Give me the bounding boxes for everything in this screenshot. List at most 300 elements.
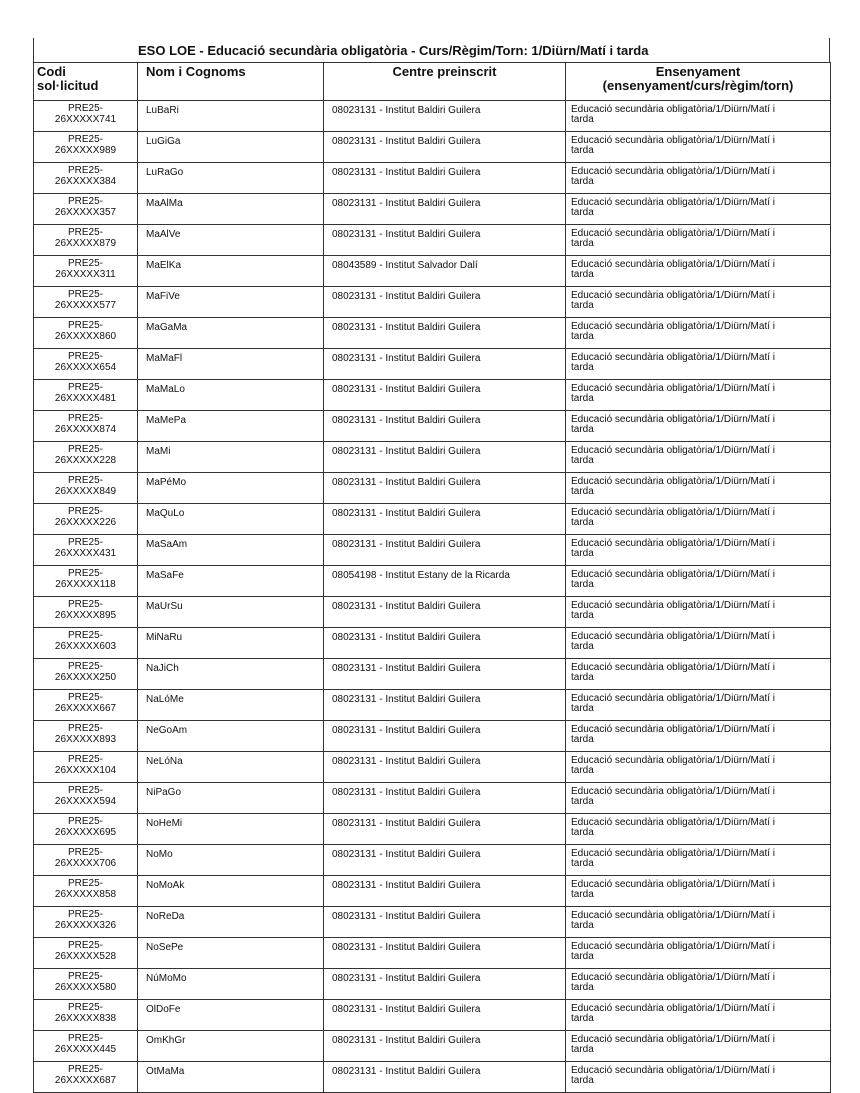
cell-code xyxy=(34,938,138,969)
table-row xyxy=(34,504,831,535)
code-prefix: PRE25- xyxy=(67,165,103,176)
code-prefix: PRE25- xyxy=(67,320,103,331)
cell-code xyxy=(34,101,138,132)
code-prefix: PRE25- xyxy=(67,134,103,145)
teaching-line1: Educació secundària obligatòria/1/Diürn/Matí i xyxy=(571,693,775,704)
teaching-line2: tarda xyxy=(571,238,594,249)
teaching-line1: Educació secundària obligatòria/1/Diürn/Matí i xyxy=(571,631,775,642)
teaching-line2: tarda xyxy=(571,827,594,838)
cell-code xyxy=(34,411,138,442)
header-name: Nom i Cognoms xyxy=(138,63,324,101)
teaching-line2: tarda xyxy=(571,982,594,993)
code-number: 26XXXXX879 xyxy=(54,238,117,249)
cell-center: 08023131 - Institut Baldiri Guilera xyxy=(324,659,566,690)
teaching-line2: tarda xyxy=(571,703,594,714)
cell-teaching xyxy=(566,876,831,907)
code-prefix: PRE25- xyxy=(67,940,103,951)
teaching-line1: Educació secundària obligatòria/1/Diürn/Matí i xyxy=(571,135,775,146)
code-prefix: PRE25- xyxy=(67,227,103,238)
teaching-line2: tarda xyxy=(571,1044,594,1055)
teaching-line1: Educació secundària obligatòria/1/Diürn/Matí i xyxy=(571,414,775,425)
cell-center: 08023131 - Institut Baldiri Guilera xyxy=(324,783,566,814)
code-prefix: PRE25- xyxy=(67,103,103,114)
code-prefix: PRE25- xyxy=(67,847,103,858)
table-row xyxy=(34,163,831,194)
code-number: 26XXXXX860 xyxy=(54,331,117,342)
cell-name: OlDoFe xyxy=(138,1000,324,1031)
teaching-line2: tarda xyxy=(571,579,594,590)
cell-center: 08023131 - Institut Baldiri Guilera xyxy=(324,225,566,256)
teaching-line1: Educació secundària obligatòria/1/Diürn/Matí i xyxy=(571,879,775,890)
code-prefix: PRE25- xyxy=(67,258,103,269)
code-number: 26XXXXX226 xyxy=(54,517,117,528)
table-row xyxy=(34,597,831,628)
code-prefix: PRE25- xyxy=(67,723,103,734)
table-row xyxy=(34,969,831,1000)
cell-name: MaUrSu xyxy=(138,597,324,628)
cell-teaching xyxy=(566,194,831,225)
cell-center: 08023131 - Institut Baldiri Guilera xyxy=(324,845,566,876)
teaching-line1: Educació secundària obligatòria/1/Diürn/Matí i xyxy=(571,1065,775,1076)
cell-center: 08023131 - Institut Baldiri Guilera xyxy=(324,442,566,473)
cell-teaching xyxy=(566,1062,831,1093)
page-title: ESO LOE - Educació secundària obligatòria - Curs/Règim/Torn: 1/Diürn/Matí i tarda xyxy=(138,43,649,58)
table-row xyxy=(34,845,831,876)
cell-name: LuBaRi xyxy=(138,101,324,132)
cell-teaching xyxy=(566,473,831,504)
teaching-line1: Educació secundària obligatòria/1/Diürn/Matí i xyxy=(571,166,775,177)
cell-teaching xyxy=(566,225,831,256)
cell-name: MiNaRu xyxy=(138,628,324,659)
cell-center: 08023131 - Institut Baldiri Guilera xyxy=(324,876,566,907)
teaching-line2: tarda xyxy=(571,176,594,187)
applications-table xyxy=(33,62,831,1093)
header-teaching-line1: Ensenyament xyxy=(655,64,741,79)
cell-name: MaMi xyxy=(138,442,324,473)
teaching-line2: tarda xyxy=(571,734,594,745)
cell-center: 08023131 - Institut Baldiri Guilera xyxy=(324,597,566,628)
teaching-line1: Educació secundària obligatòria/1/Diürn/Matí i xyxy=(571,321,775,332)
cell-teaching xyxy=(566,535,831,566)
cell-teaching xyxy=(566,597,831,628)
code-prefix: PRE25- xyxy=(67,878,103,889)
table-row xyxy=(34,349,831,380)
cell-code xyxy=(34,163,138,194)
cell-center: 08023131 - Institut Baldiri Guilera xyxy=(324,907,566,938)
teaching-line1: Educació secundària obligatòria/1/Diürn/Matí i xyxy=(571,104,775,115)
cell-name: NiPaGo xyxy=(138,783,324,814)
header-teaching-line2: (ensenyament/curs/règim/torn) xyxy=(602,78,794,93)
table-row xyxy=(34,721,831,752)
cell-name: MaAlVe xyxy=(138,225,324,256)
teaching-line2: tarda xyxy=(571,424,594,435)
cell-teaching xyxy=(566,845,831,876)
teaching-line2: tarda xyxy=(571,145,594,156)
teaching-line1: Educació secundària obligatòria/1/Diürn/Matí i xyxy=(571,569,775,580)
teaching-line2: tarda xyxy=(571,889,594,900)
cell-code xyxy=(34,318,138,349)
cell-teaching xyxy=(566,411,831,442)
code-number: 26XXXXX104 xyxy=(54,765,117,776)
cell-code xyxy=(34,814,138,845)
cell-center: 08023131 - Institut Baldiri Guilera xyxy=(324,504,566,535)
teaching-line1: Educació secundària obligatòria/1/Diürn/Matí i xyxy=(571,972,775,983)
table-row xyxy=(34,1000,831,1031)
cell-teaching xyxy=(566,287,831,318)
teaching-line1: Educació secundària obligatòria/1/Diürn/Matí i xyxy=(571,662,775,673)
teaching-line2: tarda xyxy=(571,486,594,497)
code-prefix: PRE25- xyxy=(67,1064,103,1075)
cell-teaching xyxy=(566,256,831,287)
teaching-line2: tarda xyxy=(571,269,594,280)
teaching-line2: tarda xyxy=(571,672,594,683)
cell-center: 08043589 - Institut Salvador Dalí xyxy=(324,256,566,287)
title-bar xyxy=(33,38,830,62)
teaching-line2: tarda xyxy=(571,207,594,218)
code-number: 26XXXXX695 xyxy=(54,827,117,838)
cell-teaching xyxy=(566,349,831,380)
code-number: 26XXXXX431 xyxy=(54,548,117,559)
code-prefix: PRE25- xyxy=(67,816,103,827)
code-prefix: PRE25- xyxy=(67,599,103,610)
code-number: 26XXXXX445 xyxy=(54,1044,117,1055)
cell-teaching xyxy=(566,969,831,1000)
cell-code xyxy=(34,132,138,163)
cell-teaching xyxy=(566,504,831,535)
cell-center: 08023131 - Institut Baldiri Guilera xyxy=(324,163,566,194)
cell-code xyxy=(34,1062,138,1093)
cell-center: 08023131 - Institut Baldiri Guilera xyxy=(324,349,566,380)
code-prefix: PRE25- xyxy=(67,568,103,579)
cell-code xyxy=(34,597,138,628)
teaching-line1: Educació secundària obligatòria/1/Diürn/Matí i xyxy=(571,817,775,828)
cell-name: MaFiVe xyxy=(138,287,324,318)
table-row xyxy=(34,318,831,349)
cell-code xyxy=(34,287,138,318)
table-row xyxy=(34,814,831,845)
teaching-line2: tarda xyxy=(571,796,594,807)
teaching-line1: Educació secundària obligatòria/1/Diürn/Matí i xyxy=(571,507,775,518)
cell-center: 08023131 - Institut Baldiri Guilera xyxy=(324,814,566,845)
header-teaching xyxy=(566,63,831,101)
cell-teaching xyxy=(566,101,831,132)
cell-teaching xyxy=(566,628,831,659)
cell-name: NoHeMi xyxy=(138,814,324,845)
teaching-line2: tarda xyxy=(571,114,594,125)
code-number: 26XXXXX989 xyxy=(54,145,117,156)
cell-name: OmKhGr xyxy=(138,1031,324,1062)
cell-center: 08023131 - Institut Baldiri Guilera xyxy=(324,628,566,659)
cell-name: MaMaLo xyxy=(138,380,324,411)
cell-name: NaJiCh xyxy=(138,659,324,690)
cell-teaching xyxy=(566,783,831,814)
code-number: 26XXXXX741 xyxy=(54,114,117,125)
table-row xyxy=(34,783,831,814)
code-number: 26XXXXX849 xyxy=(54,486,117,497)
code-number: 26XXXXX687 xyxy=(54,1075,117,1086)
cell-code xyxy=(34,349,138,380)
cell-code xyxy=(34,690,138,721)
cell-center: 08023131 - Institut Baldiri Guilera xyxy=(324,318,566,349)
header-code-line1: Codi xyxy=(37,64,66,79)
teaching-line1: Educació secundària obligatòria/1/Diürn/Matí i xyxy=(571,290,775,301)
cell-code xyxy=(34,194,138,225)
cell-center: 08023131 - Institut Baldiri Guilera xyxy=(324,132,566,163)
header-center: Centre preinscrit xyxy=(324,63,566,101)
code-prefix: PRE25- xyxy=(67,444,103,455)
cell-center: 08023131 - Institut Baldiri Guilera xyxy=(324,1062,566,1093)
cell-center: 08023131 - Institut Baldiri Guilera xyxy=(324,411,566,442)
code-prefix: PRE25- xyxy=(67,537,103,548)
cell-name: NaLóMe xyxy=(138,690,324,721)
cell-center: 08023131 - Institut Baldiri Guilera xyxy=(324,721,566,752)
cell-code xyxy=(34,225,138,256)
cell-center: 08023131 - Institut Baldiri Guilera xyxy=(324,380,566,411)
cell-name: MaPéMo xyxy=(138,473,324,504)
code-number: 26XXXXX311 xyxy=(55,269,116,280)
cell-teaching xyxy=(566,721,831,752)
cell-code xyxy=(34,907,138,938)
cell-center: 08054198 - Institut Estany de la Ricarda xyxy=(324,566,566,597)
cell-name: MaGaMa xyxy=(138,318,324,349)
cell-code xyxy=(34,504,138,535)
cell-teaching xyxy=(566,752,831,783)
teaching-line1: Educació secundària obligatòria/1/Diürn/Matí i xyxy=(571,755,775,766)
table-row xyxy=(34,659,831,690)
teaching-line2: tarda xyxy=(571,393,594,404)
cell-name: NúMoMo xyxy=(138,969,324,1000)
cell-center: 08023131 - Institut Baldiri Guilera xyxy=(324,1000,566,1031)
cell-name: NoReDa xyxy=(138,907,324,938)
cell-name: MaSaAm xyxy=(138,535,324,566)
cell-teaching xyxy=(566,907,831,938)
teaching-line2: tarda xyxy=(571,610,594,621)
teaching-line2: tarda xyxy=(571,455,594,466)
code-number: 26XXXXX893 xyxy=(54,734,117,745)
cell-code xyxy=(34,752,138,783)
teaching-line1: Educació secundària obligatòria/1/Diürn/Matí i xyxy=(571,848,775,859)
cell-teaching xyxy=(566,1031,831,1062)
teaching-line2: tarda xyxy=(571,951,594,962)
header-code-line2: sol·licitud xyxy=(37,78,99,93)
table-row xyxy=(34,132,831,163)
teaching-line1: Educació secundària obligatòria/1/Diürn/Matí i xyxy=(571,724,775,735)
teaching-line1: Educació secundària obligatòria/1/Diürn/Matí i xyxy=(571,383,775,394)
teaching-line1: Educació secundària obligatòria/1/Diürn/Matí i xyxy=(571,600,775,611)
table-row xyxy=(34,566,831,597)
code-prefix: PRE25- xyxy=(67,289,103,300)
cell-center: 08023131 - Institut Baldiri Guilera xyxy=(324,938,566,969)
cell-name: LuGiGa xyxy=(138,132,324,163)
cell-teaching xyxy=(566,814,831,845)
table-row xyxy=(34,907,831,938)
cell-name: NoMoAk xyxy=(138,876,324,907)
table-row xyxy=(34,1062,831,1093)
cell-code xyxy=(34,969,138,1000)
table-row xyxy=(34,690,831,721)
code-number: 26XXXXX357 xyxy=(54,207,117,218)
table-row xyxy=(34,411,831,442)
table-row xyxy=(34,442,831,473)
teaching-line2: tarda xyxy=(571,548,594,559)
cell-teaching xyxy=(566,132,831,163)
code-number: 26XXXXX528 xyxy=(54,951,117,962)
cell-name: MaSaFe xyxy=(138,566,324,597)
code-prefix: PRE25- xyxy=(67,971,103,982)
cell-code xyxy=(34,566,138,597)
cell-code xyxy=(34,442,138,473)
table-row xyxy=(34,256,831,287)
code-prefix: PRE25- xyxy=(67,692,103,703)
cell-center: 08023131 - Institut Baldiri Guilera xyxy=(324,752,566,783)
cell-code xyxy=(34,535,138,566)
code-prefix: PRE25- xyxy=(67,661,103,672)
code-number: 26XXXXX594 xyxy=(54,796,117,807)
cell-center: 08023131 - Institut Baldiri Guilera xyxy=(324,535,566,566)
code-number: 26XXXXX580 xyxy=(54,982,117,993)
cell-center: 08023131 - Institut Baldiri Guilera xyxy=(324,690,566,721)
cell-code xyxy=(34,1031,138,1062)
table-row xyxy=(34,225,831,256)
code-number: 26XXXXX481 xyxy=(54,393,117,404)
cell-name: OtMaMa xyxy=(138,1062,324,1093)
table-row xyxy=(34,473,831,504)
teaching-line2: tarda xyxy=(571,1075,594,1086)
table-row xyxy=(34,380,831,411)
cell-teaching xyxy=(566,163,831,194)
code-number: 26XXXXX706 xyxy=(54,858,117,869)
document-page xyxy=(33,38,830,1093)
cell-teaching xyxy=(566,380,831,411)
teaching-line2: tarda xyxy=(571,331,594,342)
code-prefix: PRE25- xyxy=(67,506,103,517)
table-row xyxy=(34,752,831,783)
table-row xyxy=(34,1031,831,1062)
code-number: 26XXXXX384 xyxy=(54,176,117,187)
code-prefix: PRE25- xyxy=(67,351,103,362)
teaching-line2: tarda xyxy=(571,362,594,373)
teaching-line1: Educació secundària obligatòria/1/Diürn/Matí i xyxy=(571,228,775,239)
code-number: 26XXXXX858 xyxy=(54,889,117,900)
teaching-line1: Educació secundària obligatòria/1/Diürn/Matí i xyxy=(571,197,775,208)
header-code xyxy=(34,63,138,101)
code-prefix: PRE25- xyxy=(67,1033,103,1044)
cell-code xyxy=(34,783,138,814)
teaching-line1: Educació secundària obligatòria/1/Diürn/Matí i xyxy=(571,786,775,797)
cell-code xyxy=(34,721,138,752)
cell-center: 08023131 - Institut Baldiri Guilera xyxy=(324,287,566,318)
teaching-line1: Educació secundària obligatòria/1/Diürn/Matí i xyxy=(571,910,775,921)
cell-name: MaQuLo xyxy=(138,504,324,535)
cell-center: 08023131 - Institut Baldiri Guilera xyxy=(324,1031,566,1062)
cell-teaching xyxy=(566,566,831,597)
cell-code xyxy=(34,876,138,907)
table-header-row xyxy=(34,63,831,101)
cell-center: 08023131 - Institut Baldiri Guilera xyxy=(324,473,566,504)
code-number: 26XXXXX667 xyxy=(54,703,117,714)
table-row xyxy=(34,876,831,907)
table-row xyxy=(34,938,831,969)
cell-code xyxy=(34,659,138,690)
code-prefix: PRE25- xyxy=(67,1002,103,1013)
teaching-line1: Educació secundària obligatòria/1/Diürn/Matí i xyxy=(571,445,775,456)
table-row xyxy=(34,535,831,566)
code-number: 26XXXXX577 xyxy=(54,300,117,311)
code-number: 26XXXXX895 xyxy=(54,610,117,621)
teaching-line1: Educació secundària obligatòria/1/Diürn/Matí i xyxy=(571,941,775,952)
cell-code xyxy=(34,845,138,876)
cell-teaching xyxy=(566,659,831,690)
table-row xyxy=(34,101,831,132)
code-number: 26XXXXX654 xyxy=(54,362,117,373)
cell-teaching xyxy=(566,938,831,969)
cell-name: MaAlMa xyxy=(138,194,324,225)
teaching-line2: tarda xyxy=(571,765,594,776)
teaching-line2: tarda xyxy=(571,858,594,869)
table-row xyxy=(34,628,831,659)
teaching-line1: Educació secundària obligatòria/1/Diürn/Matí i xyxy=(571,538,775,549)
cell-code xyxy=(34,628,138,659)
code-number: 26XXXXX118 xyxy=(55,579,116,590)
cell-name: NeLóNa xyxy=(138,752,324,783)
code-number: 26XXXXX838 xyxy=(54,1013,117,1024)
code-prefix: PRE25- xyxy=(67,754,103,765)
cell-teaching xyxy=(566,1000,831,1031)
teaching-line1: Educació secundària obligatòria/1/Diürn/Matí i xyxy=(571,259,775,270)
code-number: 26XXXXX250 xyxy=(54,672,117,683)
teaching-line1: Educació secundària obligatòria/1/Diürn/Matí i xyxy=(571,1003,775,1014)
code-prefix: PRE25- xyxy=(67,475,103,486)
code-prefix: PRE25- xyxy=(67,382,103,393)
code-prefix: PRE25- xyxy=(67,909,103,920)
cell-name: LuRaGo xyxy=(138,163,324,194)
cell-name: NoSePe xyxy=(138,938,324,969)
cell-code xyxy=(34,473,138,504)
teaching-line1: Educació secundària obligatòria/1/Diürn/Matí i xyxy=(571,476,775,487)
teaching-line2: tarda xyxy=(571,1013,594,1024)
cell-center: 08023131 - Institut Baldiri Guilera xyxy=(324,194,566,225)
teaching-line2: tarda xyxy=(571,300,594,311)
table-body xyxy=(34,101,831,1093)
teaching-line1: Educació secundària obligatòria/1/Diürn/Matí i xyxy=(571,352,775,363)
cell-code xyxy=(34,256,138,287)
cell-center: 08023131 - Institut Baldiri Guilera xyxy=(324,969,566,1000)
cell-teaching xyxy=(566,690,831,721)
code-number: 26XXXXX228 xyxy=(54,455,117,466)
table-row xyxy=(34,194,831,225)
cell-name: MaMaFl xyxy=(138,349,324,380)
table-row xyxy=(34,287,831,318)
cell-code xyxy=(34,1000,138,1031)
cell-name: NoMo xyxy=(138,845,324,876)
teaching-line2: tarda xyxy=(571,920,594,931)
cell-teaching xyxy=(566,318,831,349)
cell-center: 08023131 - Institut Baldiri Guilera xyxy=(324,101,566,132)
cell-code xyxy=(34,380,138,411)
teaching-line2: tarda xyxy=(571,517,594,528)
code-prefix: PRE25- xyxy=(67,630,103,641)
code-prefix: PRE25- xyxy=(67,196,103,207)
code-prefix: PRE25- xyxy=(67,413,103,424)
code-number: 26XXXXX603 xyxy=(54,641,117,652)
teaching-line1: Educació secundària obligatòria/1/Diürn/Matí i xyxy=(571,1034,775,1045)
teaching-line2: tarda xyxy=(571,641,594,652)
cell-name: MaMePa xyxy=(138,411,324,442)
code-number: 26XXXXX874 xyxy=(54,424,117,435)
cell-name: MaElKa xyxy=(138,256,324,287)
code-number: 26XXXXX326 xyxy=(54,920,117,931)
cell-teaching xyxy=(566,442,831,473)
